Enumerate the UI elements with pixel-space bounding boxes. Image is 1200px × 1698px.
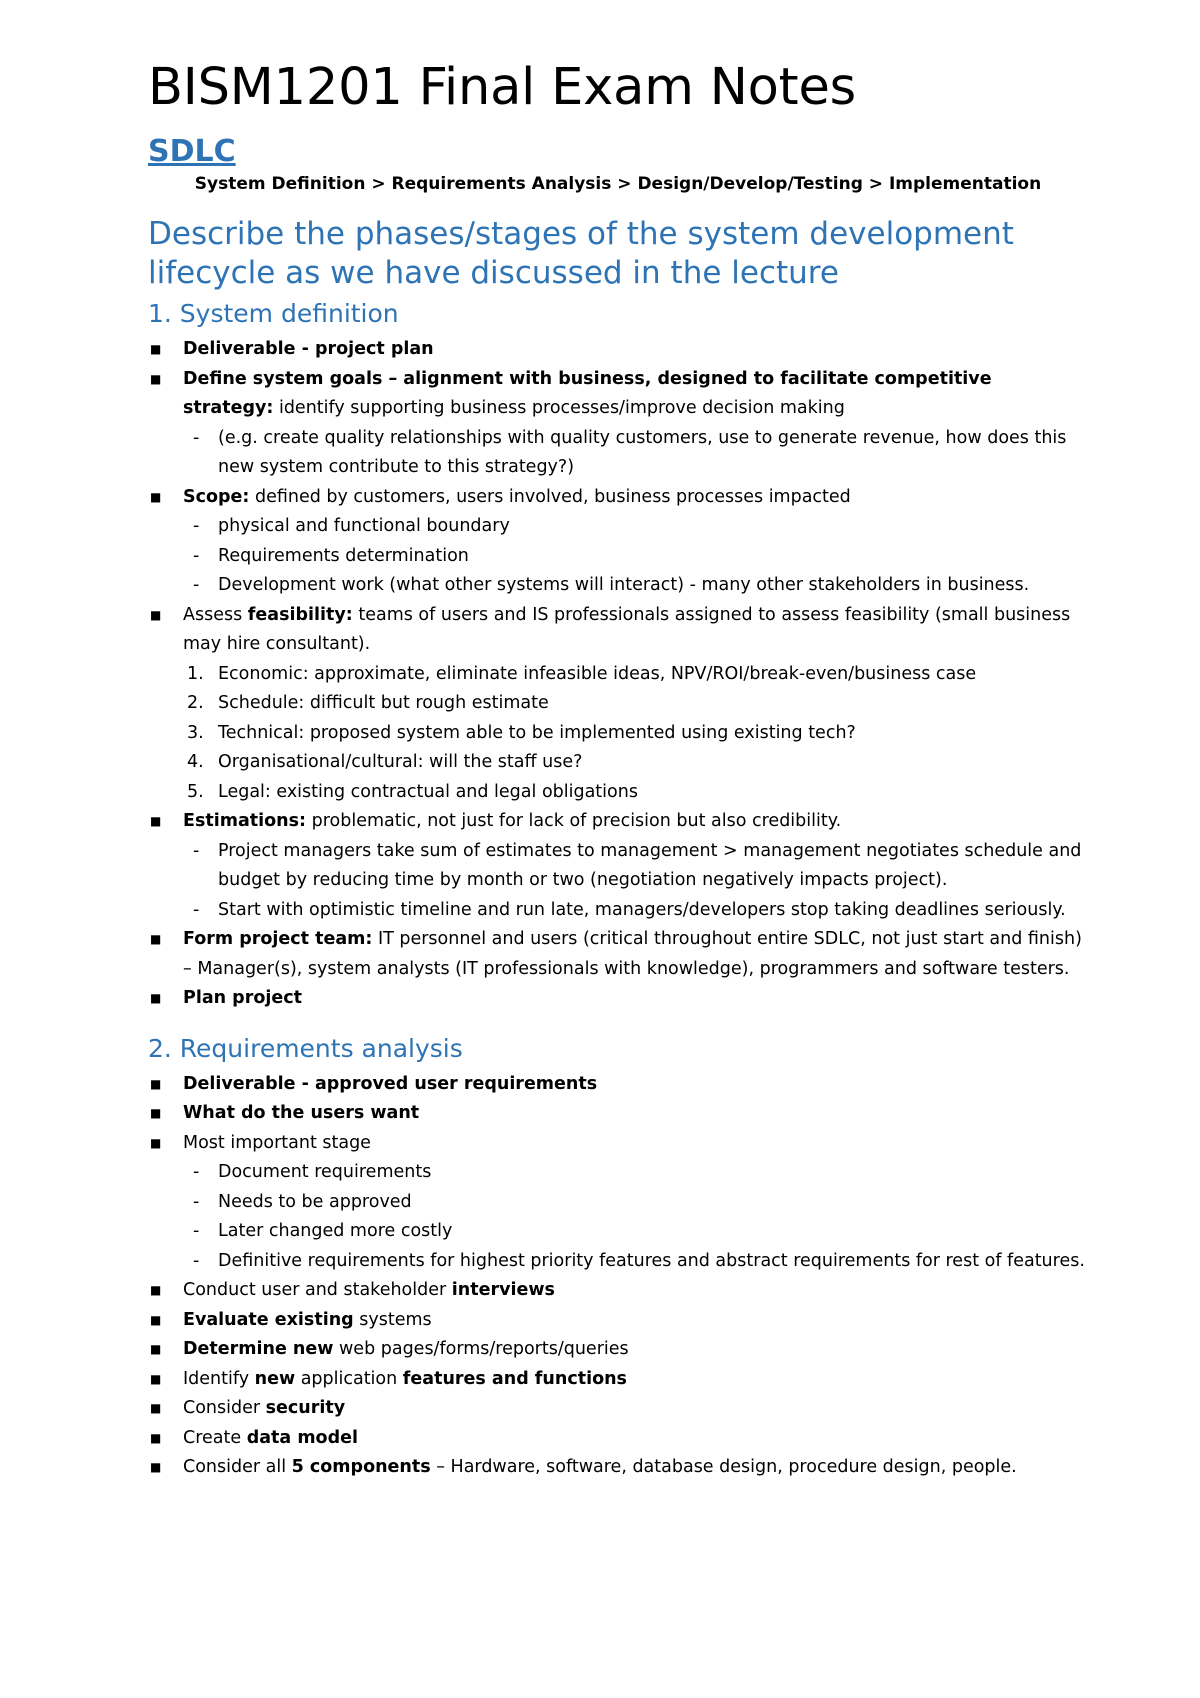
- document-title: BISM1201 Final Exam Notes: [148, 58, 857, 117]
- list-item: ■ Scope: defined by customers, users involved, business processes impacted - physical and functional boundary - Requirements determination - Development work (what other systems will interact) - many other stakeholders in business.: [148, 483, 1088, 601]
- list-item: ■ Form project team: IT personnel and users (critical throughout entire SDLC, not just start and finish) – Manager(s), system analysts (IT professionals with knowledge), programmers and software testers.: [148, 925, 1088, 984]
- list-item: ■ Estimations: problematic, not just for lack of precision but also credibility. - Project managers take sum of estimates to management > management negotiates schedule and budget by reducing time by month or two (negotiation negatively impacts project). - Start with optimistic timeline and run late, managers/developers stop taking deadlines seriously.: [148, 807, 1088, 925]
- square-bullet-icon: ■: [150, 1312, 162, 1327]
- list-item: ■ Consider security: [148, 1394, 1088, 1424]
- list-item: ■ Plan project: [148, 984, 1088, 1014]
- sub-list-item: - Later changed more costly: [193, 1221, 453, 1241]
- sub-list-item: - Project managers take sum of estimates to management > management negotiates schedule and budget by reducing time by month or two (negotiation negatively impacts project).: [193, 840, 1082, 890]
- question-heading: Describe the phases/stages of the system development lifecycle as we have discussed in the lecture: [148, 216, 1014, 291]
- sub-list-item: 3. Technical: proposed system able to be implemented using existing tech?: [187, 722, 856, 743]
- list-item: ■ Most important stage - Document requirements - Needs to be approved - Later changed more costly - Definitive requirements for highest priority features and abstract requirements for rest of features.: [148, 1129, 1088, 1277]
- square-bullet-icon: ■: [150, 814, 162, 828]
- sub-list: [183, 512, 1088, 601]
- square-bullet-icon: ■: [150, 489, 162, 504]
- sub-list-item: 2. Schedule: difficult but rough estimate: [187, 693, 549, 713]
- square-bullet-icon: ■: [150, 1283, 162, 1297]
- feasibility-list: [183, 660, 1088, 808]
- sub-list-item: - Needs to be approved: [193, 1191, 412, 1212]
- sub-list-item: - physical and functional boundary: [193, 516, 510, 536]
- list-item: ■ Determine new web pages/forms/reports/queries: [148, 1335, 1088, 1365]
- square-bullet-icon: ■: [150, 607, 162, 622]
- sub-list-item: - Requirements determination: [193, 545, 469, 566]
- square-bullet-icon: ■: [150, 1342, 162, 1356]
- list-item: ■ Identify new application features and functions: [148, 1365, 1088, 1395]
- sdlc-flow: System Definition > Requirements Analysis > Design/Develop/Testing > Implementation: [194, 174, 1042, 194]
- list-item: ■ Conduct user and stakeholder interviews: [148, 1276, 1088, 1306]
- square-bullet-icon: ■: [150, 1430, 162, 1445]
- list-item: ■ What do the users want: [148, 1099, 1088, 1129]
- requirements-analysis-list: [148, 1070, 1088, 1483]
- square-bullet-icon: ■: [150, 1076, 162, 1091]
- sub-list-item: - Start with optimistic timeline and run late, managers/developers stop taking deadlines seriously.: [193, 899, 1066, 920]
- document-page: [148, 55, 1088, 1483]
- list-item: ■ Consider all 5 components – Hardware, software, database design, procedure design, people.: [148, 1453, 1088, 1483]
- square-bullet-icon: ■: [150, 342, 162, 356]
- square-bullet-icon: ■: [150, 1460, 162, 1474]
- sub-list-item: 5. Legal: existing contractual and legal obligations: [187, 781, 638, 802]
- sub-list-item: - Definitive requirements for highest priority features and abstract requirements for rest of features.: [193, 1250, 1085, 1271]
- sub-list: [183, 1158, 1088, 1276]
- sub-list-item: - Development work (what other systems will interact) - many other stakeholders in business.: [193, 575, 1030, 595]
- list-item: ■ Create data model: [148, 1424, 1088, 1454]
- sdlc-heading: SDLC: [148, 134, 236, 169]
- sub-list-item: 1. Economic: approximate, eliminate infeasible ideas, NPV/ROI/break-even/business case: [187, 663, 977, 684]
- square-bullet-icon: ■: [150, 1106, 162, 1120]
- square-bullet-icon: ■: [150, 371, 162, 386]
- system-definition-list: [148, 335, 1088, 1014]
- sub-list: [183, 424, 1088, 483]
- list-item: ■ Evaluate existing systems: [148, 1306, 1088, 1336]
- sub-list-item: 4. Organisational/cultural: will the staff use?: [187, 752, 583, 772]
- section-requirements-analysis-heading: 2. Requirements analysis: [148, 1033, 463, 1063]
- square-bullet-icon: ■: [150, 932, 162, 946]
- square-bullet-icon: ■: [150, 1371, 162, 1386]
- square-bullet-icon: ■: [150, 991, 162, 1005]
- list-item: ■ Define system goals – alignment with business, designed to facilitate competitive strategy: identify supporting business processes/improve decision making - (e.g. create quality relationships with quality customers, use to generate revenue, how does this new system contribute to this strategy?): [148, 365, 1088, 483]
- square-bullet-icon: ■: [150, 1401, 162, 1415]
- sub-list-item: - Document requirements: [193, 1162, 432, 1182]
- sub-list-item: - (e.g. create quality relationships with quality customers, use to generate revenue, how does this new system contribute to this strategy?): [193, 427, 1067, 477]
- list-item: ■ Deliverable - project plan: [148, 335, 1088, 365]
- list-item: ■ Assess feasibility: teams of users and IS professionals assigned to assess feasibility (small business may hire consultant). 1. Economic: approximate, eliminate infeasible ideas, NPV/ROI/break-even/business case 2. Schedule: difficult but rough estimate 3. Technical: proposed system able to be implemented using existing tech? 4. Organisational/cultural: will the staff use? 5. Legal: existing contractual and legal obligations: [148, 601, 1088, 808]
- sub-list: [183, 837, 1088, 926]
- square-bullet-icon: ■: [150, 1135, 162, 1150]
- section-system-definition-heading: 1. System definition: [148, 299, 399, 328]
- list-item: ■ Deliverable - approved user requirements: [148, 1070, 1088, 1100]
